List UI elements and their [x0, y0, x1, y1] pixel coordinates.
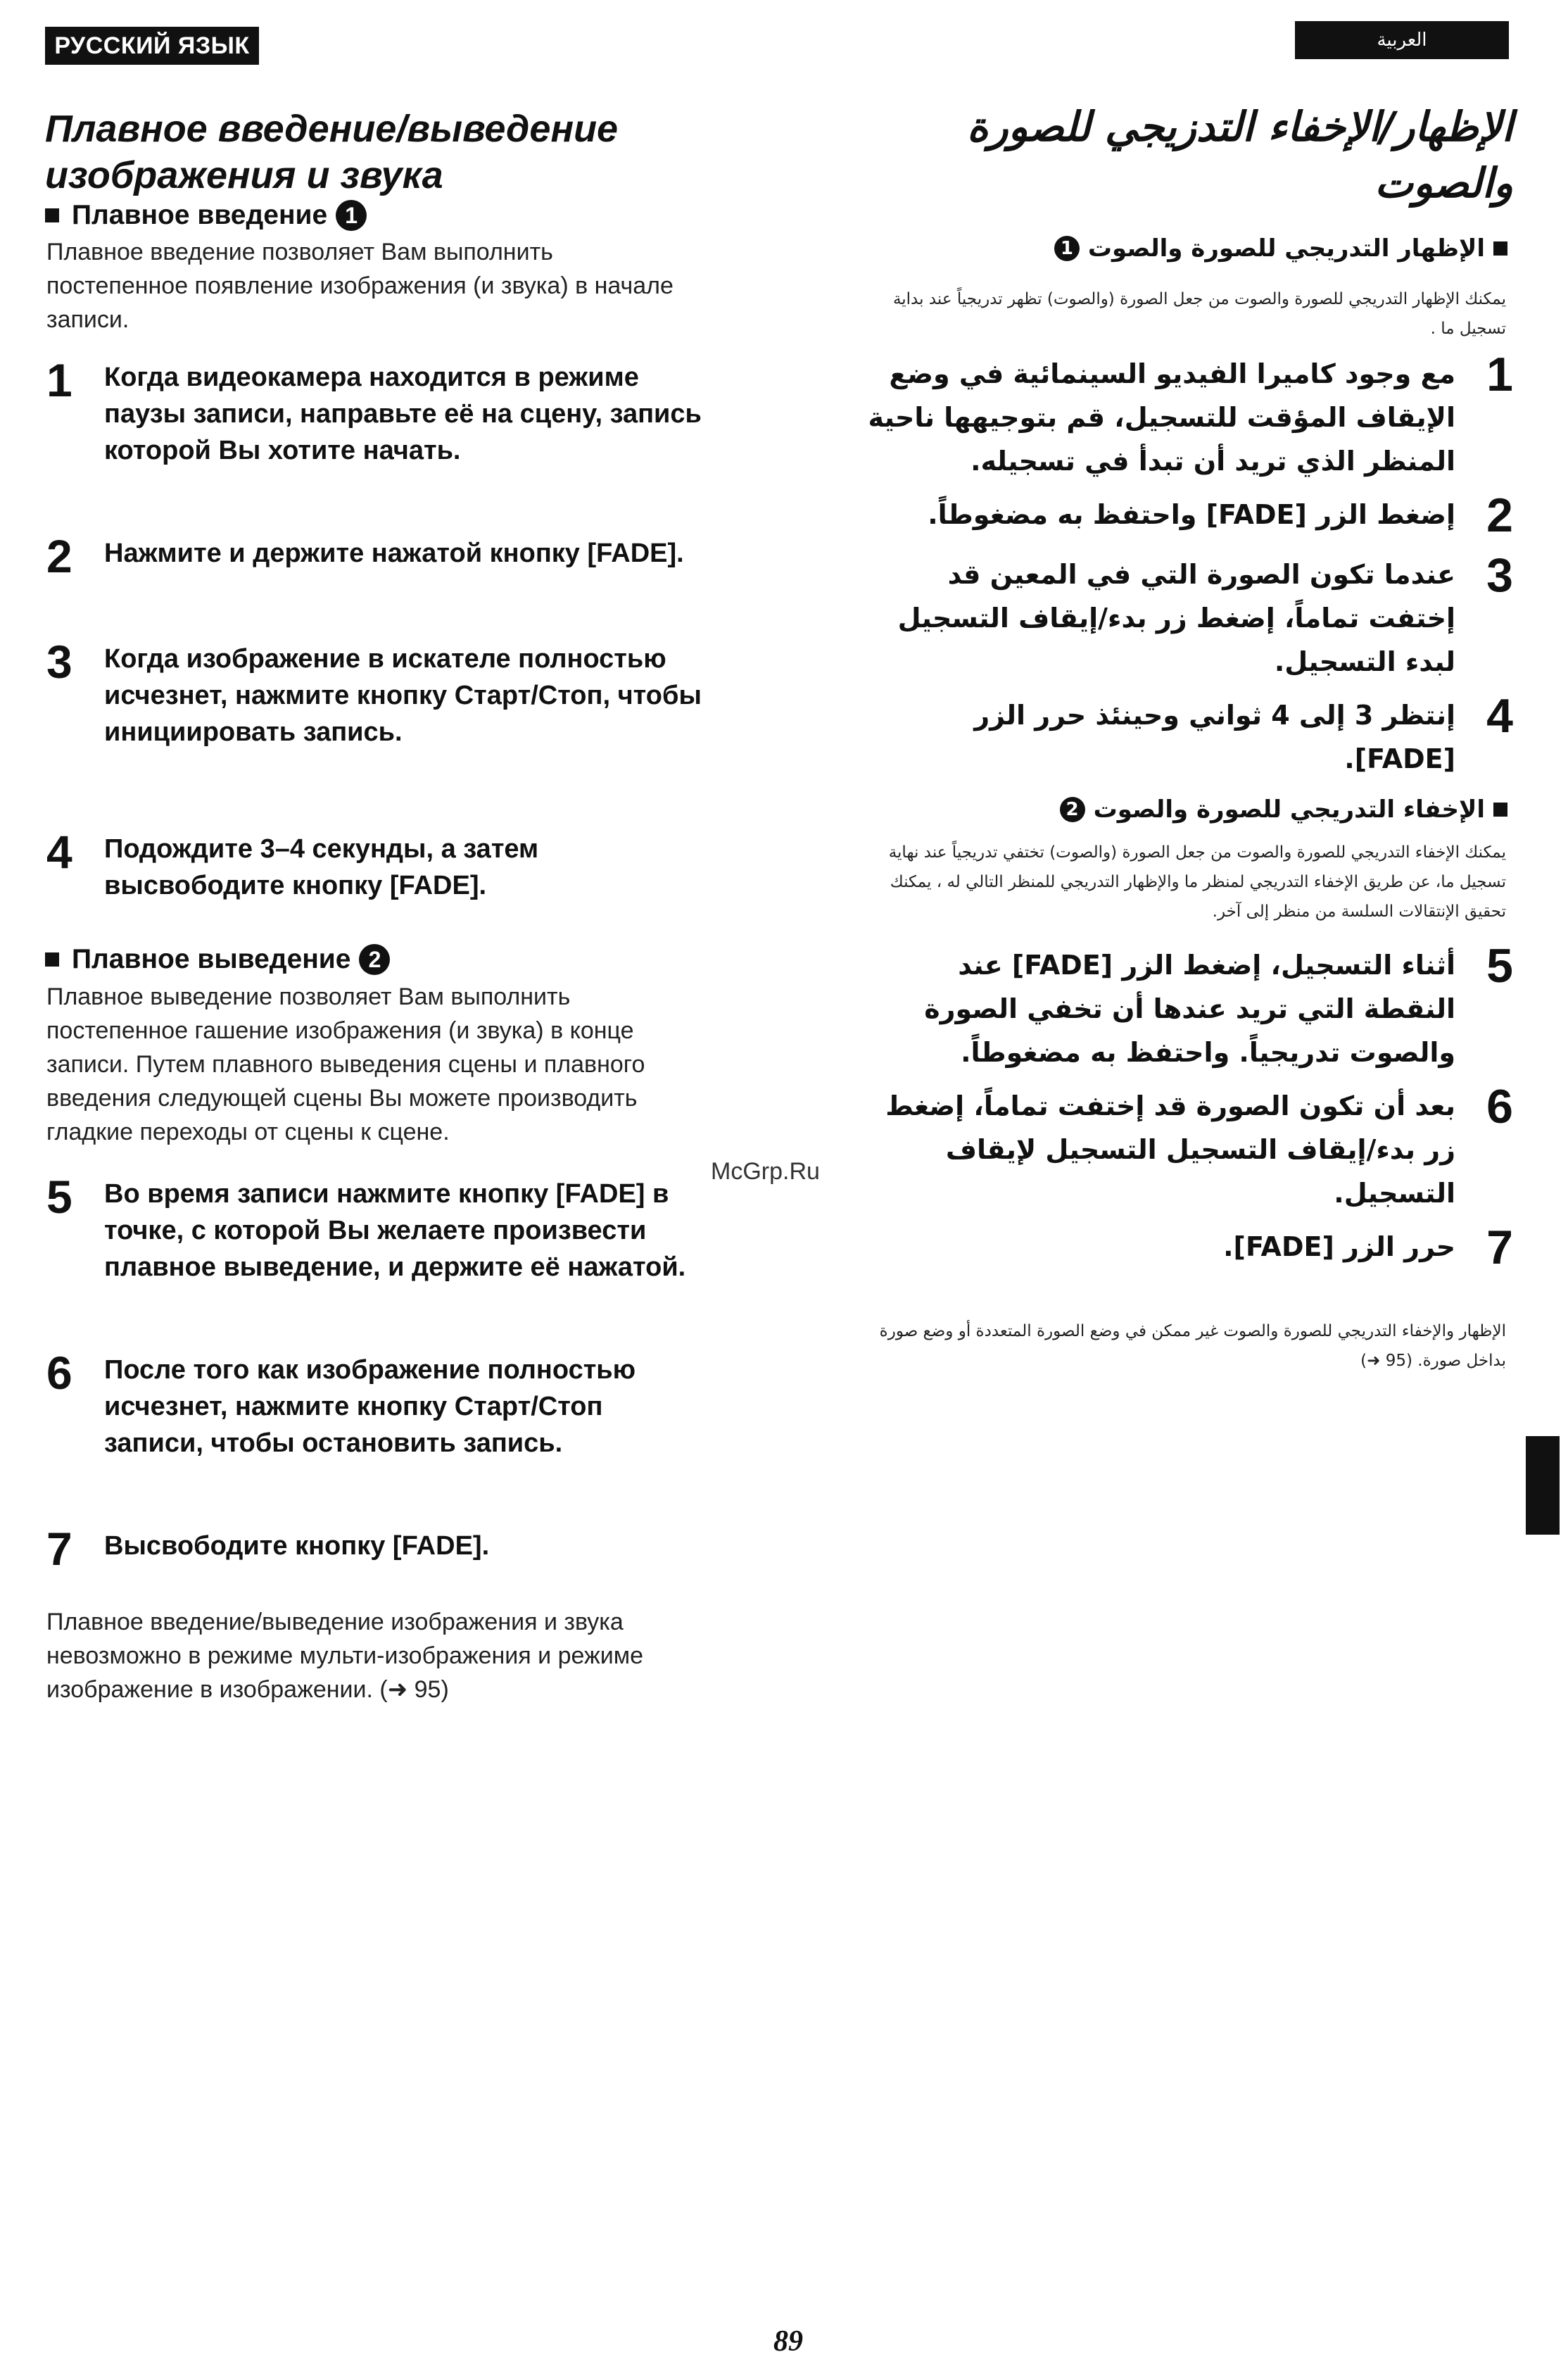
ar-step-number: 4 — [1486, 689, 1513, 743]
ar-fade-in-heading-text: الإظهار التدريجي للصورة والصوت — [1087, 234, 1485, 263]
ar-step — [859, 348, 1513, 483]
ru-page-title: Плавное введение/выведение изображения и звука — [45, 108, 619, 196]
ru-step-text: Высвободите кнопку [FADE]. — [104, 1531, 490, 1561]
ar-step-text: إنتظر 3 إلى 4 ثواني وحينئذ حرر الزر [FADE]. — [974, 700, 1455, 774]
ar-step-number: 3 — [1486, 548, 1513, 602]
ru-step-text: Нажмите и держите нажатой кнопку [FADE]. — [104, 539, 684, 568]
ru-step — [46, 1347, 708, 1461]
ru-step-number: 4 — [46, 826, 72, 878]
ru-fade-in-intro: Плавное введение позволяет Вам выполнить постепенное появление изображения (и звука) в начале записи. — [46, 239, 674, 333]
ar-fade-out-heading — [1060, 793, 1512, 826]
ar-step-number: 5 — [1486, 939, 1513, 993]
ar-step — [859, 1221, 1513, 1274]
ru-step-number: 1 — [46, 354, 72, 406]
square-bullet-icon — [1493, 241, 1507, 256]
ru-step-number: 5 — [46, 1171, 72, 1223]
ar-fade-in-heading — [1054, 232, 1512, 265]
ar-step-number: 6 — [1486, 1080, 1513, 1133]
watermark-text: McGrp.Ru — [711, 1158, 820, 1185]
ru-step — [46, 826, 708, 904]
square-bullet-icon — [1493, 803, 1507, 817]
ar-fade-out-heading-text: الإخفاء التدريجي للصورة والصوت — [1093, 795, 1485, 824]
ar-step — [859, 1080, 1513, 1215]
ru-step-text: Когда видеокамера находится в режиме паузы записи, направьте её на сцену, запись которой Вы хотите начать. — [104, 363, 702, 465]
ar-fade-out-intro: يمكنك الإخفاء التدريجي للصورة والصوت من جعل الصورة (والصوت) تختفي تدريجياً عند نهاية تسجيل ما، عن طريق الإخفاء التدريجي لمنظر ما والإظهار التدريجي للمنظر التالي له ، يمكنك تحقيق الإنتقالات السلسة من منظر إلى آخر. — [888, 843, 1506, 921]
circled-number-1-icon: 1 — [336, 200, 367, 231]
ru-step — [46, 636, 708, 750]
ru-step-text: Во время записи нажмите кнопку [FADE] в точке, с которой Вы желаете произвести плавное выведение, и держите её нажатой. — [104, 1179, 686, 1282]
ar-step-text: حرر الزر [FADE]. — [1223, 1231, 1455, 1262]
ar-step — [859, 939, 1513, 1074]
ar-note: الإظهار والإخفاء التدريجي للصورة والصوت غير ممكن في وضع الصورة المتعددة أو وضع صورة بداخل صورة. (95 ➜) — [879, 1322, 1506, 1370]
ar-step — [859, 548, 1513, 684]
ru-step — [46, 1523, 708, 1575]
ru-step-text: Подождите 3–4 секунды, а затем высвободите кнопку [FADE]. — [104, 834, 539, 900]
circled-number-2-icon: 2 — [1060, 797, 1085, 822]
ru-fade-out-heading — [45, 943, 390, 976]
ar-step-number: 2 — [1486, 489, 1513, 542]
square-bullet-icon — [45, 952, 59, 967]
ru-fade-in-heading-text: Плавное введение — [72, 200, 328, 230]
ar-step-text: إضغط الزر [FADE] واحتفظ به مضغوطاً. — [928, 499, 1455, 530]
ru-step-text: Когда изображение в искателе полностью исчезнет, нажмите кнопку Старт/Стоп, чтобы инициировать запись. — [104, 644, 702, 747]
ar-page-title: الإظهار/الإخفاء التدزيجي للصورة والصوت — [967, 103, 1513, 207]
ar-step-text: بعد أن تكون الصورة قد إختفت تماماً، إضغط زر بدء/إيقاف التسجيل التسجيل لإيقاف التسجيل. — [885, 1090, 1455, 1209]
ru-step-number: 7 — [46, 1523, 72, 1575]
ar-step-text: مع وجود كاميرا الفيديو السينمائية في وضع الإيقاف المؤقت للتسجيل، قم بتوجيهها ناحية المنظر الذي تريد أن تبدأ في تسجيله. — [868, 358, 1455, 477]
language-tab-russian: РУССКИЙ ЯЗЫК — [45, 27, 259, 65]
ru-step-number: 2 — [46, 530, 72, 582]
ar-step-number: 7 — [1486, 1221, 1513, 1274]
ru-note: Плавное введение/выведение изображения и звука невозможно в режиме мульти-изображения и режиме изображение в изображении. (➜ 95) — [46, 1609, 644, 1703]
circled-number-1-icon: 1 — [1054, 236, 1080, 261]
ru-step — [46, 1171, 708, 1285]
ar-step-text: عندما تكون الصورة التي في المعين قد إختفت تماماً، إضغط زر بدء/إيقاف التسجيل لبدء التسجيل. — [897, 559, 1455, 677]
ru-step — [46, 354, 708, 469]
ar-step-number: 1 — [1486, 348, 1513, 401]
language-tab-arabic: العربية — [1295, 21, 1509, 59]
ar-fade-in-intro: يمكنك الإظهار التدريجي للصورة والصوت من جعل الصورة (والصوت) تظهر تدريجياً عند بداية تسجيل ما . — [892, 290, 1506, 338]
ru-fade-in-heading — [45, 199, 367, 232]
section-edge-tab — [1526, 1436, 1560, 1535]
ru-fade-out-heading-text: Плавное выведение — [72, 944, 351, 974]
ar-step — [859, 489, 1513, 542]
square-bullet-icon — [45, 208, 59, 222]
ru-fade-out-intro: Плавное выведение позволяет Вам выполнить постепенное гашение изображения (и звука) в конце записи. Путем плавного выведения сцены и плавного введения следующей сцены Вы можете производить гладкие переходы от сцены к сцене. — [46, 983, 645, 1145]
ar-step-text: أثناء التسجيل، إضغط الزر [FADE] عند النقطة التي تريد عندها أن تخفي الصورة والصوت تدريجياً. واحتفظ به مضغوطاً. — [924, 950, 1455, 1068]
ru-step-number: 6 — [46, 1347, 72, 1399]
ru-step — [46, 530, 708, 582]
circled-number-2-icon: 2 — [359, 944, 390, 975]
ru-step-number: 3 — [46, 636, 72, 688]
page-number: 89 — [773, 2325, 803, 2358]
ar-step — [859, 689, 1513, 781]
ru-step-text: После того как изображение полностью исчезнет, нажмите кнопку Старт/Стоп записи, чтобы остановить запись. — [104, 1355, 636, 1458]
